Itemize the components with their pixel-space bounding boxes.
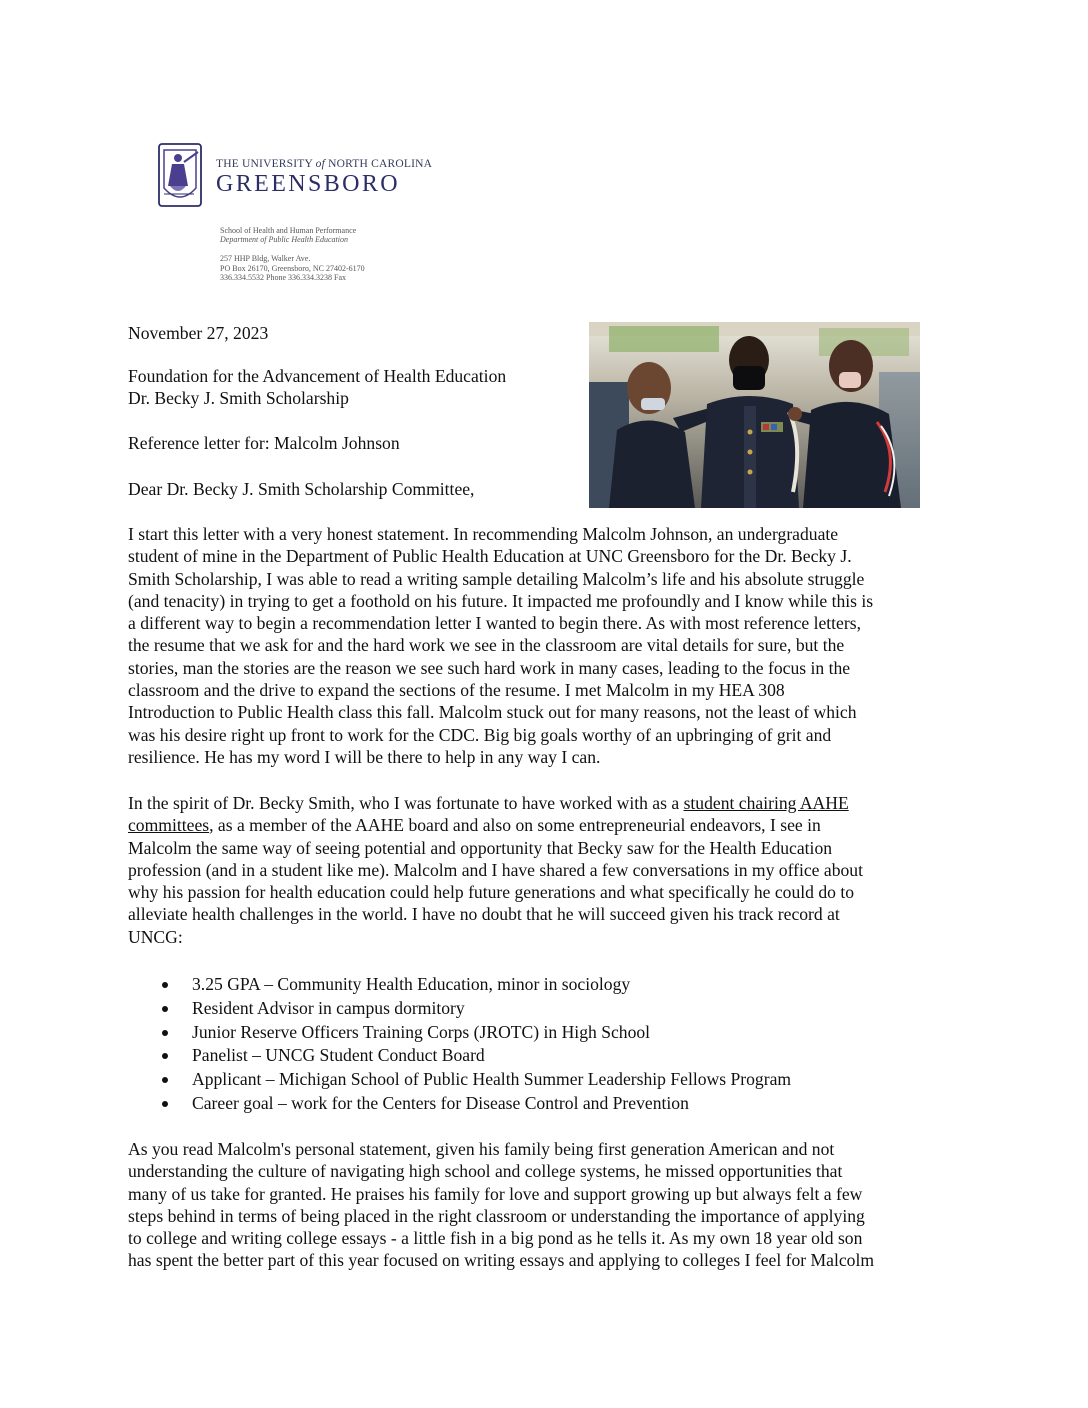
address-line-1: 257 HHP Bldg, Walker Ave.	[220, 254, 311, 263]
paragraph-text: In the spirit of Dr. Becky Smith, who I was fortunate to have worked with as a	[128, 793, 684, 813]
letter-date: November 27, 2023	[128, 323, 269, 343]
address-block	[220, 254, 365, 283]
letterhead	[158, 142, 458, 292]
paragraph-line: to college and writing college essays - a little fish in a big pond as he tells it. As my own 18 year old son	[128, 1228, 863, 1249]
paragraph-line: profession (and in a student like me). Malcolm and I have shared a few conversations in my office about	[128, 859, 863, 880]
list-item	[160, 1044, 791, 1068]
paragraph-line: was his desire right up front to work for the CDC. Big big goals worthy of an upbringing of grit and	[128, 724, 832, 745]
university-line-pre: THE UNIVERSITY	[216, 158, 316, 170]
reference-line: Reference letter for: Malcolm Johnson	[128, 433, 400, 453]
paragraph-line: I start this letter with a very honest statement. In recommending Malcolm Johnson, an undergraduate	[128, 524, 839, 544]
recipient-line-1: Foundation for the Advancement of Health Education	[128, 366, 507, 386]
list-item-text: Junior Reserve Officers Training Corps (JROTC) in High School	[192, 1021, 651, 1042]
paragraph-line: UNCG:	[128, 926, 183, 947]
bullet-icon	[162, 982, 168, 988]
list-item-text: Career goal – work for the Centers for Disease Control and Prevention	[192, 1092, 689, 1113]
paragraph-line: As you read Malcolm's personal statement, given his family being first generation American and not	[128, 1139, 835, 1159]
paragraph-text: , as a member of the AAHE board and also on some entrepreneurial endeavors, I see in	[209, 815, 821, 836]
paragraph-line: steps behind in terms of being placed in the right classroom or understanding the importance of applying	[128, 1205, 865, 1226]
university-line-post: NORTH CAROLINA	[325, 158, 433, 170]
bullet-icon	[162, 1101, 168, 1107]
list-item	[160, 1021, 791, 1045]
recipient-line-2: Dr. Becky J. Smith Scholarship	[128, 388, 349, 408]
list-item-text: 3.25 GPA – Community Health Education, minor in sociology	[192, 974, 631, 994]
accomplishments-list	[160, 973, 791, 1116]
list-item-text: Applicant – Michigan School of Public Health Summer Leadership Fellows Program	[192, 1069, 792, 1090]
university-name-line	[216, 158, 432, 170]
bullet-icon	[162, 1030, 168, 1036]
campus-name: GREENSBORO	[216, 171, 401, 197]
paragraph-line: Smith Scholarship, I was able to read a writing sample detailing Malcolm’s life and his absolute struggle	[128, 568, 865, 589]
university-line-of: of	[315, 158, 326, 170]
paragraph-line: understanding the culture of navigating high school and college systems, he missed opportunities that	[128, 1161, 843, 1182]
university-seal-logo	[158, 142, 206, 212]
paragraph-line	[128, 792, 968, 814]
department-name: Department of Public Health Education	[220, 235, 348, 244]
list-item-text: Panelist – UNCG Student Conduct Board	[192, 1045, 485, 1066]
list-item	[160, 973, 791, 997]
aahe-link[interactable]: student chairing AAHE	[683, 793, 849, 813]
paragraph-line: alleviate health challenges in the world. I have no doubt that he will succeed given his track record at	[128, 904, 840, 925]
school-name: School of Health and Human Performance	[220, 226, 357, 235]
paragraph-line: (and tenacity) in trying to get a foothold on his future. It impacted me profoundly and I know while this is	[128, 590, 874, 611]
bullet-icon	[162, 1053, 168, 1059]
bullet-icon	[162, 1077, 168, 1083]
body-paragraph-2	[128, 792, 968, 948]
department-block	[220, 226, 356, 244]
address-line-2: PO Box 26170, Greensboro, NC 27402-6170	[220, 263, 365, 273]
paragraph-line: has spent the better part of this year focused on writing essays and applying to colleges I feel for Malcolm	[128, 1250, 875, 1271]
paragraph-line: student of mine in the Department of Public Health Education at UNC Greensboro for the Dr. Becky J.	[128, 546, 852, 567]
paragraph-line: stories, man the stories are the reason we see such hard work in many cases, leading to the focus in the	[128, 657, 851, 678]
paragraph-line: the resume that we ask for and the hard work we see in the classroom are vital details for sure, but the	[128, 635, 845, 656]
paragraph-line: a different way to begin a recommendation letter I wanted to begin there. As with most reference letters,	[128, 613, 861, 634]
body-paragraph-1	[128, 523, 968, 768]
list-item	[160, 1092, 791, 1116]
list-item-text: Resident Advisor in campus dormitory	[192, 997, 465, 1018]
paragraph-line: many of us take for granted. He praises his family for love and support growing up but always felt a few	[128, 1183, 863, 1204]
salutation: Dear Dr. Becky J. Smith Scholarship Committee,	[128, 479, 475, 499]
photo-jrotc-pinning	[589, 322, 920, 508]
student-photo	[589, 322, 920, 508]
list-item	[160, 1068, 791, 1092]
bullet-icon	[162, 1006, 168, 1012]
paragraph-line: Malcolm the same way of seeing potential and opportunity that Becky saw for the Health Education	[128, 837, 833, 858]
paragraph-line: classroom and the drive to expand the sections of the resume. I met Malcolm in my HEA 308	[128, 680, 785, 701]
paragraph-line: Introduction to Public Health class this fall. Malcolm stuck out for many reasons, not the least of which	[128, 702, 857, 723]
body-paragraph-3	[128, 1138, 968, 1272]
paragraph-line: why his passion for health education could help future generations and what specifically he could do to	[128, 882, 855, 903]
list-item	[160, 997, 791, 1021]
paragraph-line	[128, 814, 968, 836]
paragraph-line: resilience. He has my word I will be there to help in any way I can.	[128, 746, 601, 767]
aahe-link-continued[interactable]: committees	[128, 815, 210, 836]
address-line-3: 336.334.5532 Phone 336.334.3238 Fax	[220, 273, 346, 282]
